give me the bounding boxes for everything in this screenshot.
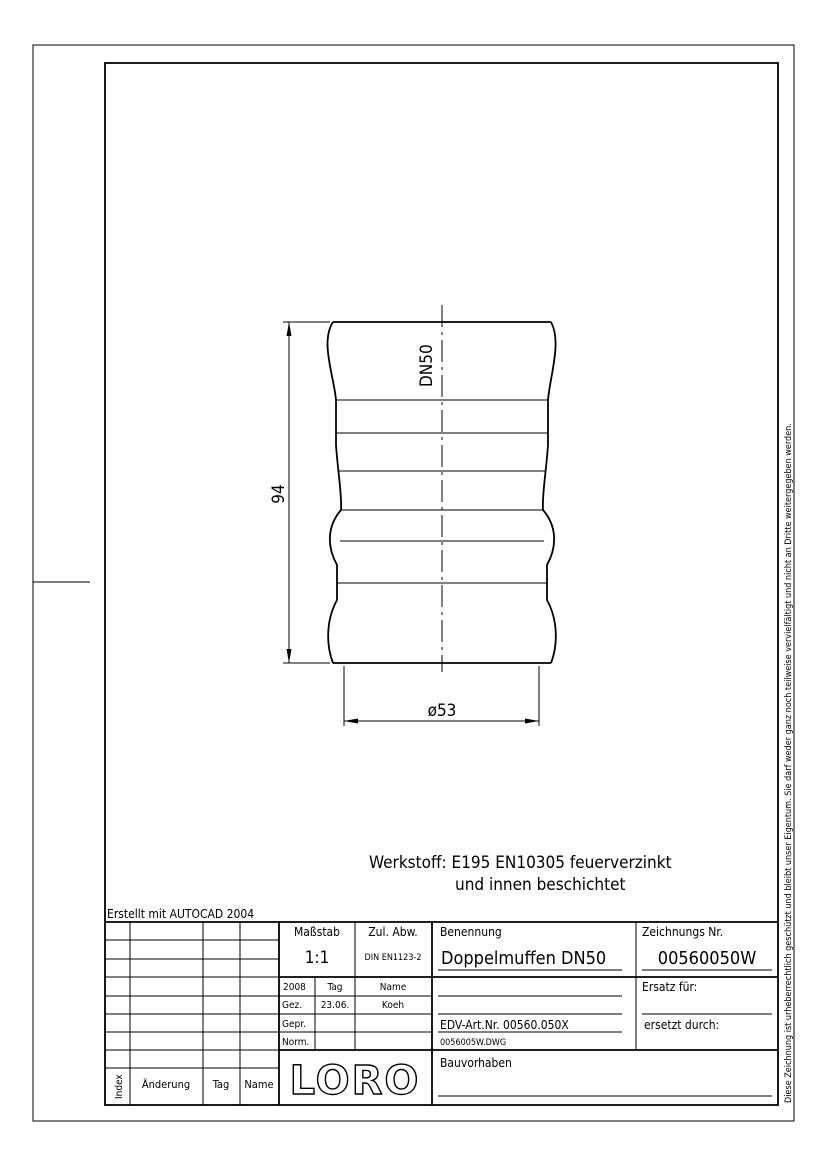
double-socket-drawing [269,305,556,726]
diameter-dimension-label: ø53 [427,701,457,721]
project-label: Bauvorhaben [440,1056,512,1070]
material-line-2: und innen beschichtet [455,875,626,895]
copyright-note: Diese Zeichnung ist urheberrechtlich geschützt und bleibt unser Eigentum. Sie darf weder ganz noch teilweise vervielfältigt und nicht an Dritte weitergegeben werden. [784,423,794,1103]
arrow-head [287,322,292,336]
tolerance-value: DIN EN1123-2 [364,953,422,963]
revision-name-header: Name [244,1078,274,1091]
drawn-name: Koeh [381,1000,405,1011]
loro-logo: LORO [289,1058,421,1104]
drawn-day: 23.06. [320,1000,350,1011]
revision-day-header: Tag [212,1078,230,1091]
created-with-note: Erstellt mit AUTOCAD 2004 [107,907,255,921]
arrow-head [525,719,539,724]
file-name: 0056005W.DWG [440,1038,507,1048]
material-line-1: Werkstoff: E195 EN10305 feuerverzinkt [369,853,672,873]
revision-index-header: Index [114,1074,125,1099]
checked-label: Gepr. [282,1019,306,1030]
name-label: Name [379,982,407,993]
nominal-size-label: DN50 [417,344,437,387]
norm-label: Norm. [282,1037,310,1048]
edv-article-number: EDV-Art.Nr. 00560.050X [440,1018,569,1032]
revision-change-header: Änderung [141,1078,191,1091]
designation-value: Doppelmuffen DN50 [441,948,607,969]
replaced-by-label: ersetzt durch: [644,1018,720,1032]
drawn-label: Gez. [282,1000,303,1011]
arrow-head [344,719,358,724]
title-block [105,907,778,1105]
year-value: 2008 [283,982,306,993]
part-outline-right [543,322,556,663]
drawing-number-label: Zeichnungs Nr. [642,925,724,939]
replacement-for-label: Ersatz für: [642,980,698,994]
drawing-number-value: 00560050W [657,948,757,969]
height-dimension-label: 94 [269,484,289,504]
revision-table [105,922,279,1105]
tolerance-label: Zul. Abw. [368,925,418,939]
arrow-head [287,649,292,663]
scale-label: Maßstab [293,925,341,939]
part-outline-left [328,322,342,663]
designation-label: Benennung [440,925,502,939]
day-label: Tag [327,982,343,993]
scale-value: 1:1 [304,948,330,968]
